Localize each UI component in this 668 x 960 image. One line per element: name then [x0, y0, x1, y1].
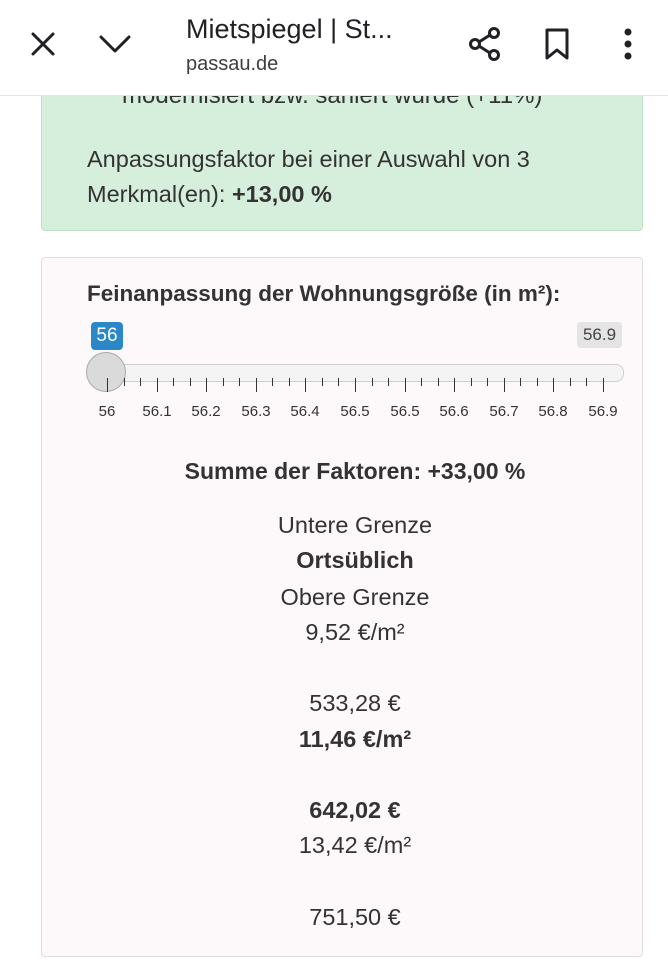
factor-sum: Summe der Faktoren: +33,00 %	[184, 458, 526, 484]
ortsueblich-price-per-sqm: 11,46 €/m²	[298, 726, 412, 752]
slider-tick-minor	[520, 378, 521, 386]
slider-tick-minor	[223, 378, 224, 386]
slider-tick-major	[157, 378, 158, 392]
slider-tick-minor	[438, 378, 439, 386]
slider-tick-major	[405, 378, 406, 392]
slider-tick-major	[107, 378, 108, 392]
obere-price-per-sqm: 13,42 €/m²	[298, 832, 412, 858]
slider-tick-label: 56.4	[290, 403, 320, 420]
slider-tick-major	[454, 378, 455, 392]
slider-tick-major	[355, 378, 356, 392]
slider-tick-minor	[421, 378, 422, 386]
bookmark-icon[interactable]	[535, 22, 579, 66]
slider-tick-minor	[388, 378, 389, 386]
page-domain[interactable]: passau.de	[186, 53, 279, 75]
obere-total-rent: 751,50 €	[309, 904, 401, 930]
share-icon[interactable]	[463, 22, 507, 66]
slider-tick-minor	[272, 378, 273, 386]
untere-price-per-sqm: 9,52 €/m²	[305, 619, 405, 645]
card-title: Feinanpassung der Wohnungsgröße (in m²):	[87, 281, 561, 306]
untere-total-rent: 533,28 €	[309, 690, 401, 716]
close-icon[interactable]	[21, 22, 65, 66]
slider-tick-major	[206, 378, 207, 392]
slider-tick-minor	[124, 378, 125, 386]
slider-tick-minor	[173, 378, 174, 386]
slider-tick-minor	[471, 378, 472, 386]
slider-tick-label: 56.1	[142, 403, 172, 420]
slider-tick-label: 56.5	[340, 403, 370, 420]
slider-tick-minor	[537, 378, 538, 386]
slider-tick-label: 56.6	[439, 403, 469, 420]
slider-tick-minor	[239, 378, 240, 386]
page-title[interactable]: Mietspiegel | St...	[186, 14, 393, 44]
chevron-down-icon[interactable]	[93, 22, 137, 66]
slider-tick-label: 56.9	[588, 403, 618, 420]
slider-ticks	[0, 378, 668, 398]
slider-tick-label: 56.7	[489, 403, 519, 420]
slider-tick-label: 56.2	[191, 403, 221, 420]
slider-tick-major	[553, 378, 554, 392]
slider-tick-minor	[140, 378, 141, 386]
more-vertical-icon[interactable]	[606, 22, 650, 66]
slider-tick-minor	[322, 378, 323, 386]
slider-tick-minor	[190, 378, 191, 386]
slider-tick-label: 56.3	[241, 403, 271, 420]
slider-tick-major	[256, 378, 257, 392]
slider-tick-minor	[570, 378, 571, 386]
slider-tick-label: 56.5	[390, 403, 420, 420]
factor-label: Anpassungsfaktor bei einer Auswahl von 3 Merkmal(en):	[87, 146, 530, 207]
factor-summary	[87, 142, 607, 212]
factor-value: +13,00 %	[231, 181, 332, 207]
slider-tick-minor	[487, 378, 488, 386]
slider-tick-minor	[338, 378, 339, 386]
slider-tick-minor	[289, 378, 290, 386]
slider-tick-label: 56.8	[538, 403, 568, 420]
label-ortsueblich: Ortsüblich	[296, 547, 414, 573]
browser-top-bar	[0, 0, 668, 96]
slider-tick-minor	[372, 378, 373, 386]
slider-max-badge: 56.9	[577, 322, 622, 348]
slider-tick-major	[305, 378, 306, 392]
slider-min-badge: 56	[91, 322, 123, 350]
slider-tick-minor	[586, 378, 587, 386]
slider-tick-major	[603, 378, 604, 392]
label-obere-grenze: Obere Grenze	[280, 584, 430, 610]
slider-tick-label: 56	[98, 403, 116, 420]
slider-tick-major	[504, 378, 505, 392]
ortsueblich-total-rent: 642,02 €	[309, 797, 401, 823]
label-untere-grenze: Untere Grenze	[277, 512, 433, 538]
